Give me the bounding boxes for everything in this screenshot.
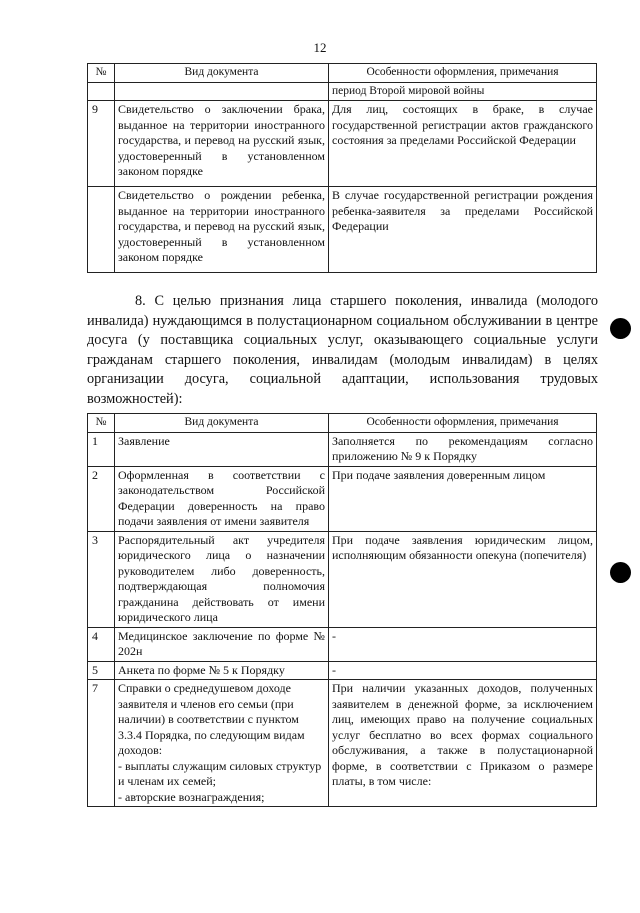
table-header-row — [88, 64, 597, 83]
table-cell-number: 4 — [88, 627, 115, 661]
table-cell-notes: При подаче заявления юридическим лицом, исполняющим обязанности опекуна (попечителя) — [329, 531, 597, 627]
table-header-row — [88, 414, 597, 433]
section-8-paragraph: 8. С целью признания лица старшего поколения, инвалида (молодого инвалида) нуждающимся в полустационарном социальном обслуживании в центре досуга (у поставщика социальных услуг, оказывающего социальные услуги гражданам старшего поколения, инвалидам (молодым инвалидам) в целях организации досуга, социальной адаптации, использования трудовых возможностей): — [87, 293, 598, 407]
table-row-continuation — [88, 82, 597, 101]
table-row — [88, 627, 597, 661]
income-type-item: - авторские вознаграждения; — [118, 789, 265, 804]
table-cell-notes: В случае государственной регистрации рождения ребенка-заявителя за пределами Российской Федерации — [329, 187, 597, 273]
table-cell-number: 1 — [88, 432, 115, 466]
table-cell-number — [88, 187, 115, 273]
column-header-number: № — [88, 64, 115, 83]
documents-table — [87, 413, 597, 807]
binder-hole-mark — [610, 562, 631, 583]
table-row — [88, 661, 597, 680]
table-cell-notes: Для лиц, состоящих в браке, в случае государственной регистрации актов гражданского состояния за пределами Российской Федерации — [329, 101, 597, 187]
table-cell-notes: - — [329, 661, 597, 680]
table-cell-document: Медицинское заключение по форме № 202н — [115, 627, 329, 661]
table-cell-number — [88, 82, 115, 101]
table-row — [88, 101, 597, 187]
table-cell-number: 2 — [88, 466, 115, 531]
documents-table-continued — [87, 63, 597, 273]
table-cell-document: Распорядительный акт учредителя юридического лица о назначении руководителем либо доверенность, подтверждающая полномочия гражданина действовать от имени юридического лица — [115, 531, 329, 627]
table-cell-number: 7 — [88, 680, 115, 807]
table-cell-number: 5 — [88, 661, 115, 680]
table-cell-notes: При наличии указанных доходов, полученных заявителем в денежной форме, за исключением лиц, имеющих право на получение социальных услуг бесплатно во всех формах социального обслуживания, а также в полустационарной форме, в соответствии с Приказом о размере платы, в том числе: — [329, 680, 597, 807]
page-number: 12 — [313, 40, 327, 55]
table-cell-document: Заявление — [115, 432, 329, 466]
table-cell-document: Свидетельство о заключении брака, выданное на территории иностранного государства, и перевод на русский язык, удостоверенный в установленном законом порядке — [115, 101, 329, 187]
table-cell-document — [115, 680, 329, 807]
column-header-notes: Особенности оформления, примечания — [329, 64, 597, 83]
table-row — [88, 531, 597, 627]
document-description: Справки о среднедушевом доходе заявителя и членов его семьи (при наличии) в соответствии с пунктом 3.3.4 Порядка, по следующим видам доходов: — [118, 681, 305, 757]
column-header-document: Вид документа — [115, 414, 329, 433]
table-row — [88, 680, 597, 807]
column-header-notes: Особенности оформления, примечания — [329, 414, 597, 433]
table-cell-number: 9 — [88, 101, 115, 187]
table-cell-number: 3 — [88, 531, 115, 627]
table-cell-notes: - — [329, 627, 597, 661]
table-row — [88, 432, 597, 466]
column-header-number: № — [88, 414, 115, 433]
table-cell-document: Анкета по форме № 5 к Порядку — [115, 661, 329, 680]
income-type-item: - выплаты служащим силовых структур и членам их семей; — [118, 758, 322, 788]
table-cell-notes: При подаче заявления доверенным лицом — [329, 466, 597, 531]
table-cell-notes: период Второй мировой войны — [329, 82, 597, 101]
table-cell-document: Оформленная в соответствии с законодательством Российской Федерации доверенность на право подачи заявления от имени заявителя — [115, 466, 329, 531]
column-header-document: Вид документа — [115, 64, 329, 83]
table-cell-notes: Заполняется по рекомендациям согласно приложению № 9 к Порядку — [329, 432, 597, 466]
table-row — [88, 187, 597, 273]
table-cell-document: Свидетельство о рождении ребенка, выданное на территории иностранного государства, и перевод на русский язык, удостоверенный в установленном законом порядке — [115, 187, 329, 273]
table-row — [88, 466, 597, 531]
table-cell-document — [115, 82, 329, 101]
binder-hole-mark — [610, 318, 631, 339]
